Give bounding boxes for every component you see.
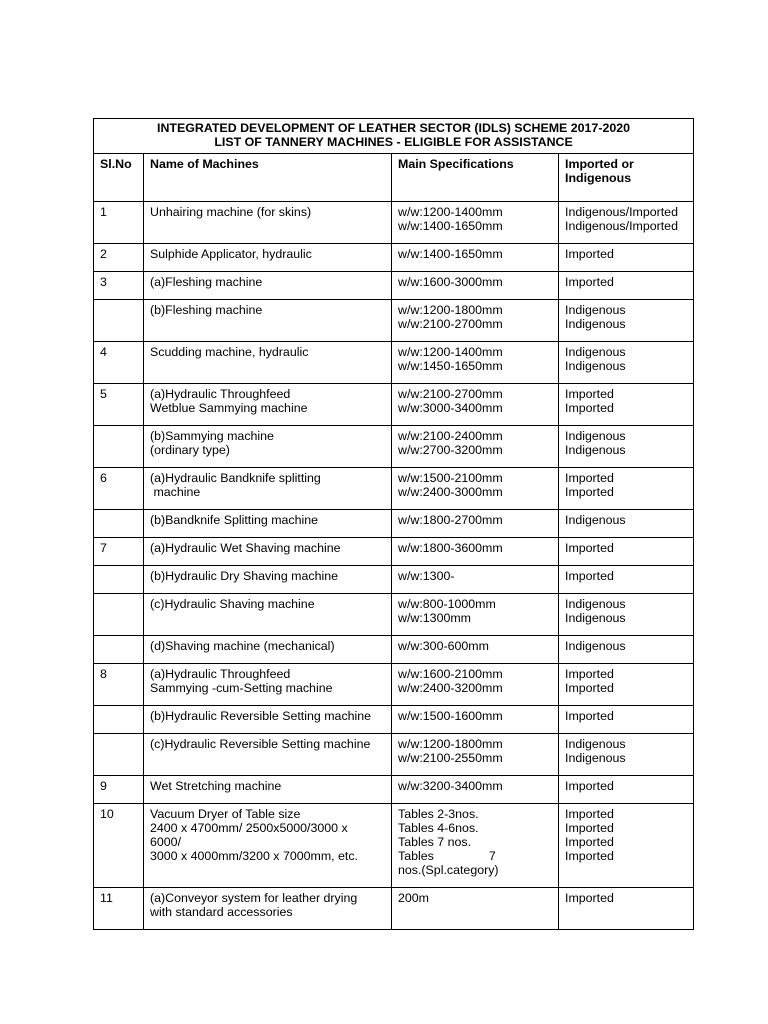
cell-machine-name — [144, 468, 392, 510]
cell-specification-line: w/w:1300- — [398, 569, 455, 583]
cell-origin — [559, 510, 694, 538]
table-row — [94, 664, 694, 706]
cell-specification — [392, 244, 559, 272]
cell-specification-line: w/w:2100-2700mm — [398, 317, 503, 331]
cell-machine-name-line: (b)Sammying machine — [150, 429, 274, 443]
cell-specification-line: w/w:2100-2700mm — [398, 387, 503, 401]
cell-machine-name-line: (b)Hydraulic Dry Shaving machine — [150, 569, 338, 583]
cell-origin-line: Indigenous — [565, 639, 626, 653]
cell-machine-name-line: Vacuum Dryer of Table size — [150, 807, 301, 821]
cell-specification — [392, 664, 559, 706]
cell-origin-line: Imported — [565, 401, 614, 415]
cell-specification — [392, 426, 559, 468]
cell-origin — [559, 272, 694, 300]
cell-slno: 10 — [94, 804, 144, 888]
cell-specification-line: w/w:1800-3600mm — [398, 541, 503, 555]
cell-machine-name — [144, 538, 392, 566]
cell-origin — [559, 202, 694, 244]
cell-specification-line: w/w:2400-3000mm — [398, 485, 503, 499]
cell-machine-name-line: Wetblue Sammying machine — [150, 401, 308, 415]
cell-machine-name-line: (c)Hydraulic Reversible Setting machine — [150, 737, 371, 751]
header-origin-line: Indigenous — [565, 171, 632, 185]
cell-origin-line: Indigenous — [565, 359, 626, 373]
cell-origin — [559, 244, 694, 272]
cell-machine-name-line: (d)Shaving machine (mechanical) — [150, 639, 335, 653]
cell-specification — [392, 776, 559, 804]
cell-origin-line: Imported — [565, 485, 614, 499]
table-row — [94, 734, 694, 776]
header-spec: Main Specifications — [392, 154, 559, 202]
cell-specification — [392, 706, 559, 734]
cell-origin-line: Imported — [565, 709, 614, 723]
cell-origin-line: Imported — [565, 247, 614, 261]
cell-origin-line: Indigenous/Imported — [565, 219, 678, 233]
cell-specification — [392, 594, 559, 636]
cell-specification — [392, 510, 559, 538]
cell-origin-line: Imported — [565, 471, 614, 485]
table-row — [94, 706, 694, 734]
cell-machine-name — [144, 594, 392, 636]
cell-machine-name-line: (c)Hydraulic Shaving machine — [150, 597, 315, 611]
cell-machine-name-line: with standard accessories — [150, 905, 293, 919]
cell-specification-line: w/w:2700-3200mm — [398, 443, 503, 457]
cell-specification-line: Tables 7 — [398, 849, 496, 863]
cell-machine-name-line: (b)Fleshing machine — [150, 303, 263, 317]
cell-origin-line: Indigenous — [565, 317, 626, 331]
cell-origin-line: Imported — [565, 681, 614, 695]
cell-specification-line: w/w:1600-2100mm — [398, 667, 503, 681]
cell-specification — [392, 384, 559, 426]
cell-origin-line: Indigenous — [565, 513, 626, 527]
cell-machine-name-line: 3000 x 4000mm/3200 x 7000mm, etc. — [150, 849, 359, 863]
cell-slno: 11 — [94, 888, 144, 930]
cell-origin-line: Imported — [565, 891, 614, 905]
cell-machine-name-line: Unhairing machine (for skins) — [150, 205, 312, 219]
cell-specification-line: w/w:1450-1650mm — [398, 359, 503, 373]
machines-table — [93, 118, 694, 930]
cell-specification — [392, 636, 559, 664]
cell-origin-line: Imported — [565, 275, 614, 289]
cell-origin — [559, 888, 694, 930]
table-row — [94, 888, 694, 930]
cell-origin-line: Imported — [565, 387, 614, 401]
cell-specification — [392, 888, 559, 930]
cell-machine-name — [144, 426, 392, 468]
cell-origin — [559, 636, 694, 664]
cell-origin-line: Imported — [565, 835, 614, 849]
cell-origin — [559, 384, 694, 426]
cell-specification-line: w/w:1200-1400mm — [398, 205, 503, 219]
table-row — [94, 468, 694, 510]
cell-specification-line: w/w:1200-1800mm — [398, 737, 503, 751]
cell-machine-name — [144, 636, 392, 664]
table-row — [94, 272, 694, 300]
cell-machine-name-line: (a)Hydraulic Throughfeed — [150, 667, 291, 681]
cell-machine-name-line: (a)Hydraulic Wet Shaving machine — [150, 541, 341, 555]
cell-origin — [559, 594, 694, 636]
cell-origin-line: Indigenous — [565, 303, 626, 317]
cell-slno — [94, 706, 144, 734]
cell-specification — [392, 566, 559, 594]
cell-specification-line: Tables 4-6nos. — [398, 821, 479, 835]
cell-origin — [559, 706, 694, 734]
cell-machine-name — [144, 566, 392, 594]
title-line-1: INTEGRATED DEVELOPMENT OF LEATHER SECTOR (IDLS) SCHEME 2017-2020 — [157, 121, 631, 135]
cell-specification-line: w/w:800-1000mm — [398, 597, 496, 611]
cell-slno — [94, 734, 144, 776]
cell-origin — [559, 804, 694, 888]
header-row — [94, 154, 694, 202]
cell-origin-line: Indigenous — [565, 443, 626, 457]
cell-origin-line: Indigenous — [565, 429, 626, 443]
table-row — [94, 202, 694, 244]
table-row — [94, 804, 694, 888]
cell-machine-name — [144, 342, 392, 384]
cell-origin-line: Imported — [565, 807, 614, 821]
cell-origin-line: Imported — [565, 849, 614, 863]
cell-machine-name — [144, 244, 392, 272]
cell-machine-name-line: machine — [150, 485, 201, 499]
cell-machine-name — [144, 664, 392, 706]
cell-slno — [94, 300, 144, 342]
table-row — [94, 594, 694, 636]
cell-specification — [392, 804, 559, 888]
cell-specification-line: w/w:1500-2100mm — [398, 471, 503, 485]
cell-specification-line: Tables 2-3nos. — [398, 807, 479, 821]
cell-machine-name-line: (a)Hydraulic Throughfeed — [150, 387, 291, 401]
cell-specification-line: w/w:2400-3200mm — [398, 681, 503, 695]
cell-machine-name-line: 2400 x 4700mm/ 2500x5000/3000 x — [150, 821, 348, 835]
cell-slno: 1 — [94, 202, 144, 244]
cell-slno — [94, 566, 144, 594]
cell-slno: 3 — [94, 272, 144, 300]
cell-origin — [559, 538, 694, 566]
cell-specification-line: w/w:1200-1800mm — [398, 303, 503, 317]
cell-specification-line: w/w:1200-1400mm — [398, 345, 503, 359]
cell-machine-name-line: Sulphide Applicator, hydraulic — [150, 247, 312, 261]
cell-machine-name — [144, 776, 392, 804]
header-slno: Sl.No — [94, 154, 144, 202]
title-line-2: LIST OF TANNERY MACHINES - ELIGIBLE FOR ASSISTANCE — [214, 135, 573, 149]
table-row — [94, 636, 694, 664]
cell-specification-line: w/w:1500-1600mm — [398, 709, 503, 723]
cell-origin-line: Indigenous — [565, 611, 626, 625]
cell-origin — [559, 664, 694, 706]
header-origin-line: Imported or — [565, 157, 634, 171]
header-origin — [559, 154, 694, 202]
cell-origin — [559, 342, 694, 384]
title-row — [94, 119, 694, 154]
cell-specification-line: w/w:2100-2400mm — [398, 429, 503, 443]
cell-origin-line: Imported — [565, 541, 614, 555]
cell-origin — [559, 734, 694, 776]
document-page — [93, 118, 693, 930]
cell-machine-name — [144, 706, 392, 734]
cell-origin-line: Imported — [565, 821, 614, 835]
cell-machine-name-line: (a)Conveyor system for leather drying — [150, 891, 358, 905]
cell-slno: 4 — [94, 342, 144, 384]
cell-machine-name — [144, 384, 392, 426]
table-row — [94, 300, 694, 342]
cell-machine-name — [144, 510, 392, 538]
cell-specification — [392, 272, 559, 300]
cell-slno: 5 — [94, 384, 144, 426]
table-row — [94, 384, 694, 426]
table-row — [94, 776, 694, 804]
cell-machine-name-line: (a)Fleshing machine — [150, 275, 263, 289]
cell-slno — [94, 426, 144, 468]
cell-specification-line: w/w:2100-2550mm — [398, 751, 503, 765]
cell-specification-line: w/w:1400-1650mm — [398, 219, 503, 233]
cell-specification — [392, 342, 559, 384]
cell-specification-line: w/w:3200-3400mm — [398, 779, 503, 793]
cell-origin-line: Imported — [565, 779, 614, 793]
table-row — [94, 510, 694, 538]
cell-machine-name-line: 6000/ — [150, 835, 182, 849]
cell-specification — [392, 202, 559, 244]
cell-machine-name-line: Sammying -cum-Setting machine — [150, 681, 333, 695]
cell-machine-name — [144, 888, 392, 930]
cell-specification — [392, 734, 559, 776]
cell-slno: 2 — [94, 244, 144, 272]
cell-specification-line: nos.(Spl.category) — [398, 863, 499, 877]
cell-origin-line: Indigenous — [565, 737, 626, 751]
table-row — [94, 342, 694, 384]
cell-specification — [392, 468, 559, 510]
cell-machine-name-line: (ordinary type) — [150, 443, 230, 457]
table-row — [94, 538, 694, 566]
cell-origin-line: Imported — [565, 569, 614, 583]
cell-machine-name-line: (b)Hydraulic Reversible Setting machine — [150, 709, 372, 723]
cell-slno — [94, 510, 144, 538]
cell-origin — [559, 426, 694, 468]
cell-specification-line: w/w:300-600mm — [398, 639, 489, 653]
cell-slno: 8 — [94, 664, 144, 706]
table-title — [94, 119, 694, 154]
header-name: Name of Machines — [144, 154, 392, 202]
cell-machine-name-line: Scudding machine, hydraulic — [150, 345, 309, 359]
cell-specification-line: w/w:3000-3400mm — [398, 401, 503, 415]
cell-slno: 9 — [94, 776, 144, 804]
table-row — [94, 566, 694, 594]
cell-origin-line: Indigenous — [565, 751, 626, 765]
cell-origin — [559, 776, 694, 804]
cell-machine-name — [144, 300, 392, 342]
cell-specification-line: w/w:1400-1650mm — [398, 247, 503, 261]
cell-origin — [559, 468, 694, 510]
cell-specification-line: 200m — [398, 891, 429, 905]
cell-origin-line: Imported — [565, 667, 614, 681]
cell-origin-line: Indigenous — [565, 345, 626, 359]
cell-machine-name-line: (a)Hydraulic Bandknife splitting — [150, 471, 321, 485]
table-row — [94, 244, 694, 272]
cell-specification — [392, 300, 559, 342]
cell-machine-name — [144, 202, 392, 244]
cell-origin — [559, 300, 694, 342]
cell-slno: 7 — [94, 538, 144, 566]
cell-origin — [559, 566, 694, 594]
cell-machine-name-line: (b)Bandknife Splitting machine — [150, 513, 319, 527]
cell-specification — [392, 538, 559, 566]
cell-machine-name — [144, 272, 392, 300]
cell-slno: 6 — [94, 468, 144, 510]
cell-specification-line: w/w:1800-2700mm — [398, 513, 503, 527]
cell-specification-line: Tables 7 nos. — [398, 835, 472, 849]
cell-machine-name-line: Wet Stretching machine — [150, 779, 282, 793]
cell-specification-line: w/w:1600-3000mm — [398, 275, 503, 289]
cell-slno — [94, 636, 144, 664]
cell-origin-line: Indigenous — [565, 597, 626, 611]
cell-machine-name — [144, 804, 392, 888]
cell-specification-line: w/w:1300mm — [398, 611, 471, 625]
table-row — [94, 426, 694, 468]
cell-machine-name — [144, 734, 392, 776]
cell-slno — [94, 594, 144, 636]
cell-origin-line: Indigenous/Imported — [565, 205, 678, 219]
